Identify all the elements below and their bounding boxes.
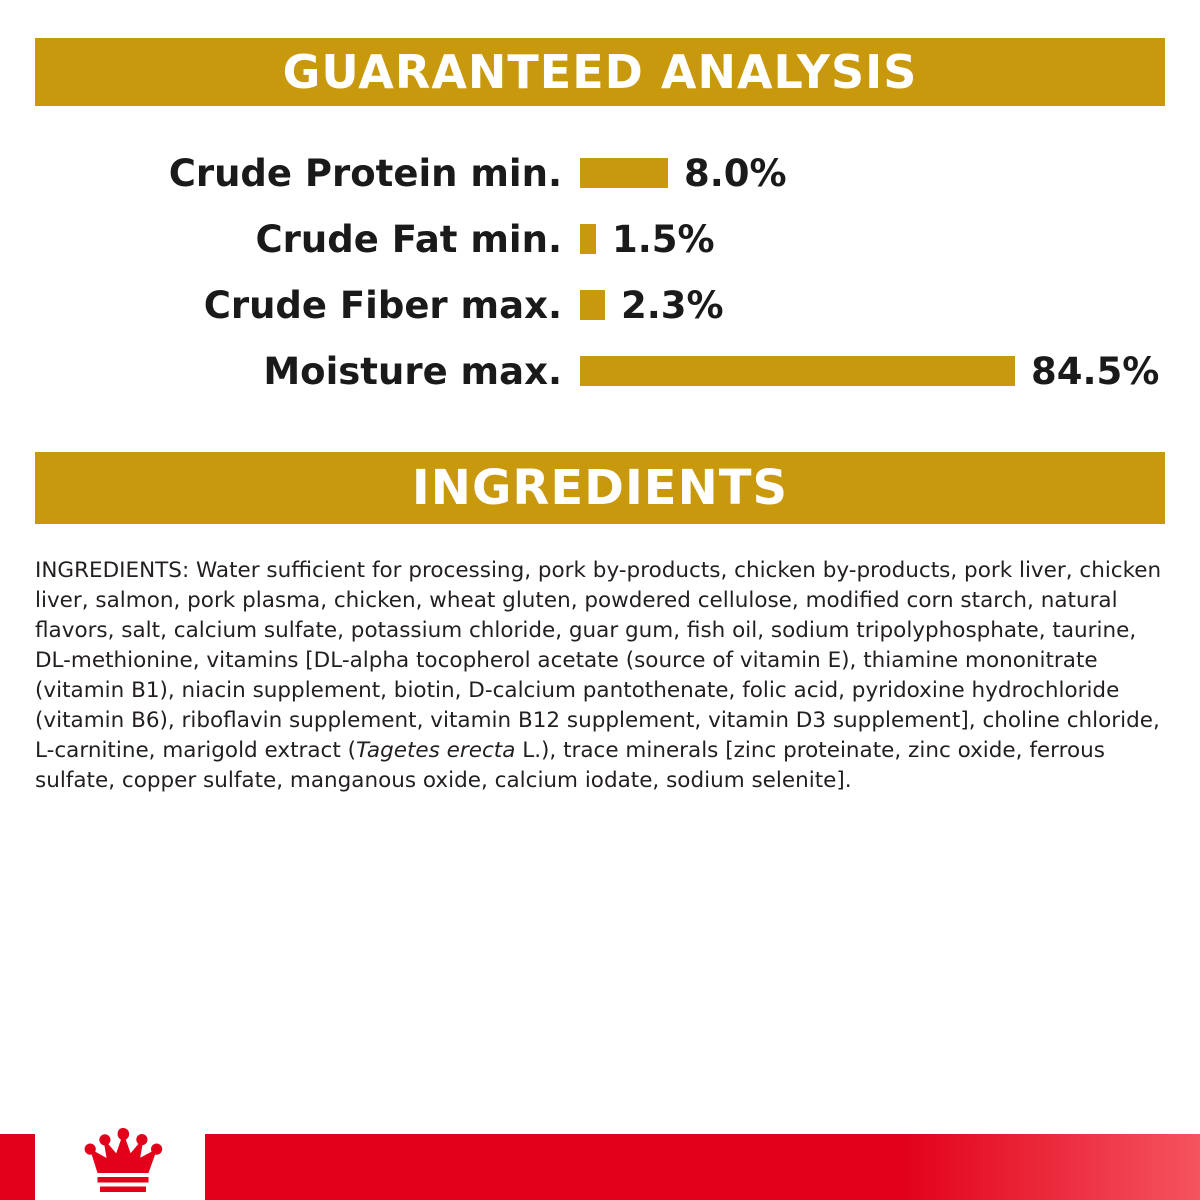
bar-wrap bbox=[580, 218, 715, 261]
nutrient-bar bbox=[580, 158, 668, 188]
royal-canin-crown-icon bbox=[78, 1126, 168, 1196]
bar-wrap bbox=[580, 284, 724, 327]
bar-wrap bbox=[580, 350, 1159, 393]
nutrient-label: Crude Fiber max. bbox=[203, 283, 562, 327]
bar-wrap bbox=[580, 152, 787, 195]
nutrient-bar bbox=[580, 356, 1015, 386]
table-row bbox=[35, 272, 1165, 338]
nutrient-bar bbox=[580, 290, 605, 320]
ingredients-latin-name: Tagetes erecta bbox=[356, 738, 516, 763]
nutrient-label: Crude Protein min. bbox=[168, 151, 562, 195]
nutrient-label: Crude Fat min. bbox=[255, 217, 562, 261]
ingredients-body-part-1: Water sufficient for processing, pork by-products, chicken by-products, pork liver, chicken liver, salmon, pork plasma, chicken, wheat gluten, powdered cellulose, modified corn starch, natural flavors, salt, calcium sulfate, potassium chloride, guar gum, fish oil, sodium tripolyphosphate, taurine, DL-methionine, vitamins [DL-alpha tocopherol acetate (source of vitamin E), thiamine mononitrate (vitamin B1), niacin supplement, biotin, D-calcium pantothenate, folic acid, pyridoxine hydrochloride (vitamin B6), riboflavin supplement, vitamin B12 supplement, vitamin D3 supplement], choline chloride, L-carnitine, marigold extract ( bbox=[35, 558, 1162, 763]
guaranteed-analysis-header: GUARANTEED ANALYSIS bbox=[35, 38, 1165, 106]
nutrient-value: 8.0% bbox=[684, 151, 787, 195]
nutrient-value: 1.5% bbox=[612, 217, 715, 261]
table-row bbox=[35, 338, 1165, 404]
nutrient-bar bbox=[580, 224, 596, 254]
ingredients-body-part-2: L.), trace minerals [zinc proteinate, zinc oxide, ferrous sulfate, copper sulfate, manganous oxide, calcium iodate, sodium selenite]. bbox=[35, 738, 1105, 793]
ingredients-header: INGREDIENTS bbox=[35, 452, 1165, 524]
nutrient-label: Moisture max. bbox=[263, 349, 562, 393]
table-row bbox=[35, 206, 1165, 272]
nutrient-value: 84.5% bbox=[1031, 349, 1160, 393]
ingredients-text bbox=[35, 556, 1167, 796]
nutrient-value: 2.3% bbox=[621, 283, 724, 327]
ingredients-prefix: INGREDIENTS: bbox=[35, 558, 197, 583]
guaranteed-analysis-chart bbox=[35, 140, 1165, 404]
brand-band bbox=[0, 1134, 1200, 1200]
table-row bbox=[35, 140, 1165, 206]
